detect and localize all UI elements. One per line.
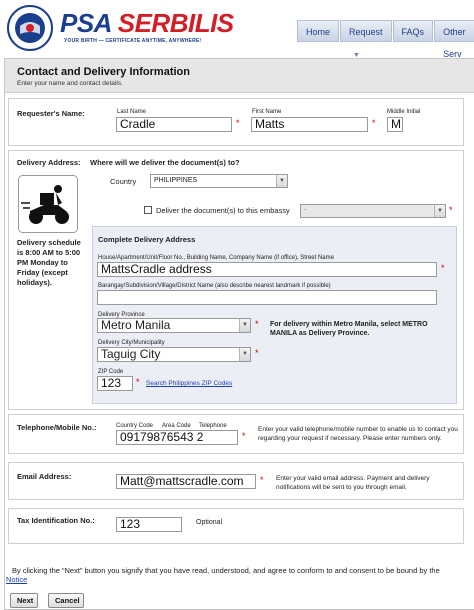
embassy-select[interactable] bbox=[300, 204, 446, 218]
required-marker: * bbox=[242, 431, 246, 441]
requester-label: Requester's Name: bbox=[17, 109, 85, 118]
chevron-down-icon: ▼ bbox=[276, 175, 287, 187]
embassy-select-value: - bbox=[304, 207, 307, 214]
middle-initial-input[interactable]: M bbox=[387, 117, 403, 132]
page-subtitle: Enter your name and contact details. bbox=[17, 80, 123, 87]
zip-input[interactable]: 123 bbox=[97, 376, 133, 391]
required-marker: * bbox=[449, 205, 453, 215]
complete-address-title: Complete Delivery Address bbox=[98, 235, 196, 244]
province-select-value: Metro Manila bbox=[101, 318, 171, 332]
tin-label: Tax Identification No.: bbox=[17, 516, 95, 525]
psa-seal-icon bbox=[6, 4, 54, 52]
nav-request[interactable] bbox=[340, 20, 392, 59]
email-label: Email Address: bbox=[17, 472, 72, 481]
delivery-schedule: Delivery schedule is 8:00 AM to 5:00 PM Monday to Friday (except holidays). bbox=[17, 238, 81, 287]
city-select-value: Taguig City bbox=[101, 347, 161, 361]
notice-link[interactable]: Notice bbox=[6, 575, 28, 584]
country-select-value: PHILIPPINES bbox=[154, 177, 198, 184]
chevron-down-icon: ▼ bbox=[434, 205, 445, 217]
nav-request-label: Request bbox=[349, 27, 383, 37]
first-name-input[interactable]: Matts bbox=[251, 117, 368, 132]
top-nav bbox=[297, 20, 474, 59]
embassy-label: Deliver the document(s) to this embassy bbox=[156, 206, 290, 215]
city-label: Delivery City/Municipality bbox=[98, 340, 165, 346]
required-marker: * bbox=[236, 118, 240, 128]
email-input[interactable]: Matt@mattscradle.com bbox=[116, 474, 256, 489]
middle-initial-label: Middle Initial bbox=[387, 109, 421, 115]
logo-psa: PSA bbox=[60, 8, 111, 38]
last-name-label: Last Name bbox=[117, 109, 147, 115]
delivery-label: Delivery Address: bbox=[17, 158, 81, 167]
country-select[interactable] bbox=[150, 174, 288, 188]
chevron-down-icon: ▼ bbox=[239, 348, 250, 361]
chevron-down-icon: ▼ bbox=[353, 52, 360, 59]
logo-serbilis: SERBILIS bbox=[117, 8, 234, 38]
site-header bbox=[0, 0, 474, 58]
email-note: Enter your valid email address. Payment and delivery notifications will be sent to you through email. bbox=[276, 475, 430, 491]
page-title: Contact and Delivery Information bbox=[17, 66, 190, 78]
agreement-sentence: By clicking the “Next” button you signify that you have read, understood, and agree to conform to and consent to be bound by the bbox=[12, 566, 440, 575]
complete-address-box bbox=[92, 226, 457, 404]
agreement-text bbox=[6, 566, 472, 584]
tin-section bbox=[8, 508, 464, 544]
delivery-question: Where will we deliver the document(s) to? bbox=[90, 158, 240, 167]
chevron-down-icon: ▼ bbox=[239, 319, 250, 332]
nav-faqs[interactable] bbox=[393, 20, 434, 42]
embassy-checkbox[interactable] bbox=[144, 206, 152, 214]
required-marker: * bbox=[255, 319, 259, 329]
barangay-input[interactable] bbox=[97, 290, 437, 305]
nav-other-services[interactable] bbox=[434, 20, 474, 59]
barangay-label: Barangay/Subdivision/Village/District Name (also describe nearest landmark if possible) bbox=[98, 283, 331, 289]
telephone-label: Telephone/Mobile No.: bbox=[17, 423, 97, 432]
required-marker: * bbox=[136, 377, 140, 387]
house-address-input[interactable]: MattsCradle address bbox=[97, 262, 437, 277]
country-code-label: Country Code bbox=[116, 423, 154, 429]
telephone-note: Enter your valid telephone/mobile number to enable us to contact you regarding your request if necessary. Please enter numbers only. bbox=[258, 426, 458, 442]
telephone-input[interactable]: 09179876543 2 bbox=[116, 430, 238, 445]
telephone-sub-label: Telephone bbox=[199, 423, 227, 429]
last-name-input[interactable]: Cradle bbox=[116, 117, 232, 132]
next-button[interactable]: Next bbox=[10, 593, 38, 608]
tin-input[interactable]: 123 bbox=[116, 517, 182, 532]
first-name-label: First Name bbox=[252, 109, 282, 115]
required-marker: * bbox=[255, 348, 259, 358]
search-zip-link[interactable]: Search Philippines ZIP Codes bbox=[146, 380, 233, 387]
required-marker: * bbox=[260, 475, 264, 485]
area-code-label: Area Code bbox=[162, 423, 191, 429]
tagline: YOUR BIRTH — CERTIFICATE ANYTIME, ANYWHERE! bbox=[64, 38, 202, 44]
nav-faqs-label: FAQs bbox=[401, 27, 425, 37]
required-marker: * bbox=[441, 263, 445, 273]
delivery-scooter-icon bbox=[18, 175, 78, 233]
cancel-button[interactable]: Cancel bbox=[48, 593, 84, 608]
province-label: Delivery Province bbox=[98, 312, 145, 318]
zip-label: ZIP Code bbox=[98, 369, 124, 375]
required-marker: * bbox=[372, 118, 376, 128]
house-label: House/Apartment/Unit/Floor No., Building Name, Company Name (if office), Street Name bbox=[98, 255, 334, 261]
province-select[interactable] bbox=[97, 318, 251, 333]
nav-other-label: Other Serv bbox=[443, 27, 466, 59]
city-select[interactable] bbox=[97, 347, 251, 362]
country-label: Country bbox=[110, 177, 137, 186]
site-logo[interactable] bbox=[60, 8, 234, 39]
nav-home[interactable] bbox=[297, 20, 339, 42]
tin-optional: Optional bbox=[196, 519, 223, 526]
province-note: For delivery within Metro Manila, select METRO MANILA as Delivery Province. bbox=[270, 321, 428, 337]
nav-home-label: Home bbox=[306, 27, 331, 37]
